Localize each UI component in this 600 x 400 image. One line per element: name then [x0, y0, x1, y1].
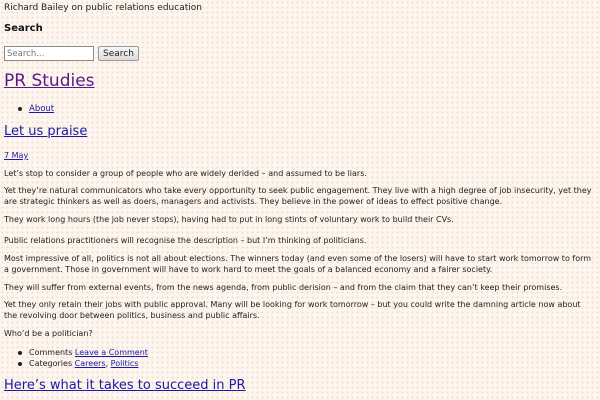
post-paragraph: Most impressive of all, politics is not all about elections. The winners today (and even some of the losers) will have to start work tomorrow to form a government. Those in government will have to work hard to meet the goals of a balanced economy and a fairer society.	[4, 254, 592, 274]
search-form	[4, 46, 139, 61]
post-title-link[interactable]: Let us praise	[4, 124, 88, 139]
post-paragraph: Who’d be a politician?	[4, 329, 93, 338]
site-title-link[interactable]: PR Studies	[4, 71, 95, 91]
post-categories-meta	[18, 359, 138, 368]
categories-label: Categories	[29, 359, 73, 368]
post-comments-meta	[18, 348, 148, 357]
leave-comment-link[interactable]: Leave a Comment	[74, 348, 148, 357]
bullet-icon	[18, 107, 22, 111]
search-button[interactable]: Search	[98, 46, 139, 61]
next-post-title-link[interactable]: Here’s what it takes to succeed in PR	[4, 378, 246, 393]
nav-menu	[18, 104, 54, 114]
comments-label: Comments	[29, 348, 73, 357]
post-paragraph: Yet they’re natural communicators who take every opportunity to seek public engagement. They live with a high degree of job insecurity, yet they are strategic thinkers as well as doers, managers and activists. They believe in the power of ideas to effect positive change.	[4, 186, 592, 206]
category-link-careers[interactable]: Careers	[74, 359, 106, 368]
post-paragraph: They will suffer from external events, from the news agenda, from public derision – and from the claim that they can’t keep their promises.	[4, 283, 563, 292]
category-link-politics[interactable]: Politics	[110, 359, 139, 368]
post-date-link[interactable]: 7 May	[4, 151, 29, 160]
category-separator: ,	[105, 359, 111, 368]
nav-item-about[interactable]: About	[29, 104, 55, 114]
bullet-icon	[18, 362, 22, 366]
search-heading: Search	[4, 23, 43, 34]
post-paragraph: Public relations practitioners will recognise the description – but I’m thinking of politicians.	[4, 236, 367, 245]
bullet-icon	[18, 351, 22, 355]
search-input[interactable]	[4, 46, 94, 61]
post-paragraph: Yet they only retain their jobs with public approval. Many will be looking for work tomorrow – but you could write the damning article now about the revolving door between politics, business and public affairs.	[4, 300, 581, 320]
site-tagline: Richard Bailey on public relations education	[4, 3, 202, 13]
post-paragraph: They work long hours (the job never stops), having had to put in long stints of voluntary work to build their CVs.	[4, 215, 454, 224]
post-paragraph: Let’s stop to consider a group of people who are widely derided – and assumed to be liars.	[4, 169, 367, 178]
